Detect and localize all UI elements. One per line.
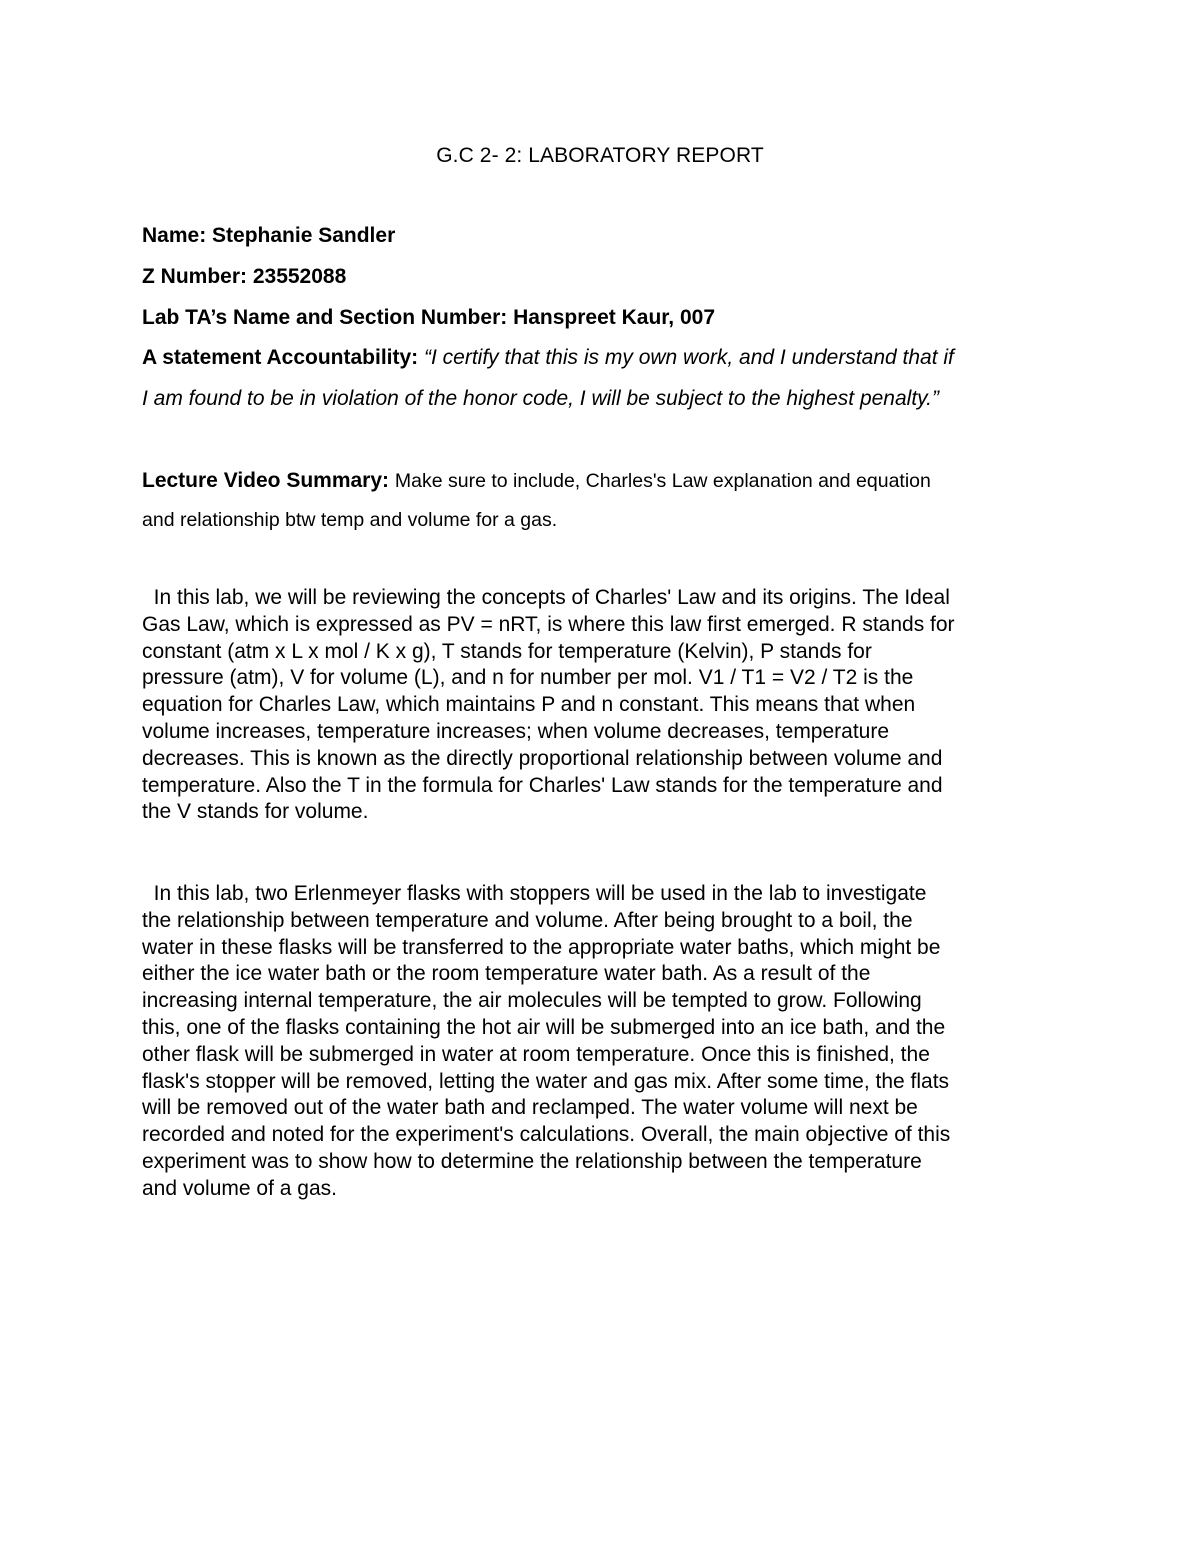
paragraph-line: flask's stopper will be removed, letting the water and gas mix. After some time, the flats — [142, 1069, 950, 1093]
paragraph-line: In this lab, two Erlenmeyer flasks with stoppers will be used in the lab to investigate — [142, 882, 927, 905]
paragraph-line: will be removed out of the water bath and reclamped. The water volume will next be — [142, 1096, 918, 1120]
paragraph-line: equation for Charles Law, which maintains P and n constant. This means that when — [142, 693, 916, 717]
paragraph-line: recorded and noted for the experiment's calculations. Overall, the main objective of this — [142, 1123, 951, 1147]
paragraph-line: the V stands for volume. — [142, 800, 369, 824]
paragraph-line: In this lab, we will be reviewing the concepts of Charles' Law and its origins. The Ideal — [142, 586, 950, 609]
lecture-summary-text-1: Make sure to include, Charles's Law explanation and equation — [394, 470, 931, 492]
accountability-statement-2: I am found to be in violation of the honor code, I will be subject to the highest penalty.” — [142, 387, 939, 410]
lecture-summary-line-1 — [142, 468, 1072, 494]
accountability-label: A statement Accountability: — [142, 346, 424, 369]
z-number-value: 23552088 — [252, 265, 347, 288]
paragraph-line: water in these flasks will be transferred to the appropriate water baths, which might be — [142, 935, 941, 959]
accountability-line-1 — [142, 345, 1072, 371]
paragraph-line: other flask will be submerged in water at room temperature. Once this is finished, the — [142, 1042, 930, 1066]
accountability-line-2 — [142, 386, 1072, 412]
paragraph-line: increasing internal temperature, the air molecules will be tempted to grow. Following — [142, 989, 922, 1013]
paragraph-line: the relationship between temperature and volume. After being brought to a boil, the — [142, 908, 913, 932]
z-number-label: Z Number: — [142, 265, 253, 288]
paragraph-line: decreases. This is known as the directly proportional relationship between volume and — [142, 746, 943, 770]
ta-line — [142, 305, 1072, 331]
paragraph-line: either the ice water bath or the room temperature water bath. As a result of the — [142, 962, 871, 986]
accountability-statement-1: “I certify that this is my own work, and I understand that if — [423, 346, 954, 369]
lecture-summary-text-2: and relationship btw temp and volume for a gas. — [142, 509, 558, 531]
name-line — [142, 223, 1072, 249]
name-value: Stephanie Sandler — [212, 224, 396, 247]
paragraph-experiment — [142, 881, 1072, 1203]
paragraph-line: this, one of the flasks containing the hot air will be submerged into an ice bath, and the — [142, 1015, 946, 1039]
paragraph-line: experiment was to show how to determine the relationship between the temperature — [142, 1149, 922, 1173]
ta-label: Lab TA’s Name and Section Number: — [142, 306, 514, 329]
report-title: G.C 2- 2: LABORATORY REPORT — [436, 144, 764, 167]
paragraph-line: and volume of a gas. — [142, 1176, 337, 1200]
ta-value: Hanspreet Kaur, 007 — [513, 306, 716, 329]
lecture-summary-line-2 — [142, 507, 1072, 533]
paragraph-line: Gas Law, which is expressed as PV = nRT, is where this law first emerged. R stands for — [142, 612, 955, 636]
paragraph-charles-law — [142, 585, 1072, 826]
paragraph-line: constant (atm x L x mol / K x g), T stands for temperature (Kelvin), P stands for — [142, 639, 872, 663]
name-label: Name: — [142, 224, 213, 247]
z-number-line — [142, 264, 1072, 290]
lecture-summary-label: Lecture Video Summary: — [142, 469, 395, 492]
paragraph-line: pressure (atm), V for volume (L), and n for number per mol. V1 / T1 = V2 / T2 is the — [142, 666, 914, 690]
paragraph-line: volume increases, temperature increases; when volume decreases, temperature — [142, 719, 890, 743]
paragraph-line: temperature. Also the T in the formula for Charles' Law stands for the temperature and — [142, 773, 943, 797]
